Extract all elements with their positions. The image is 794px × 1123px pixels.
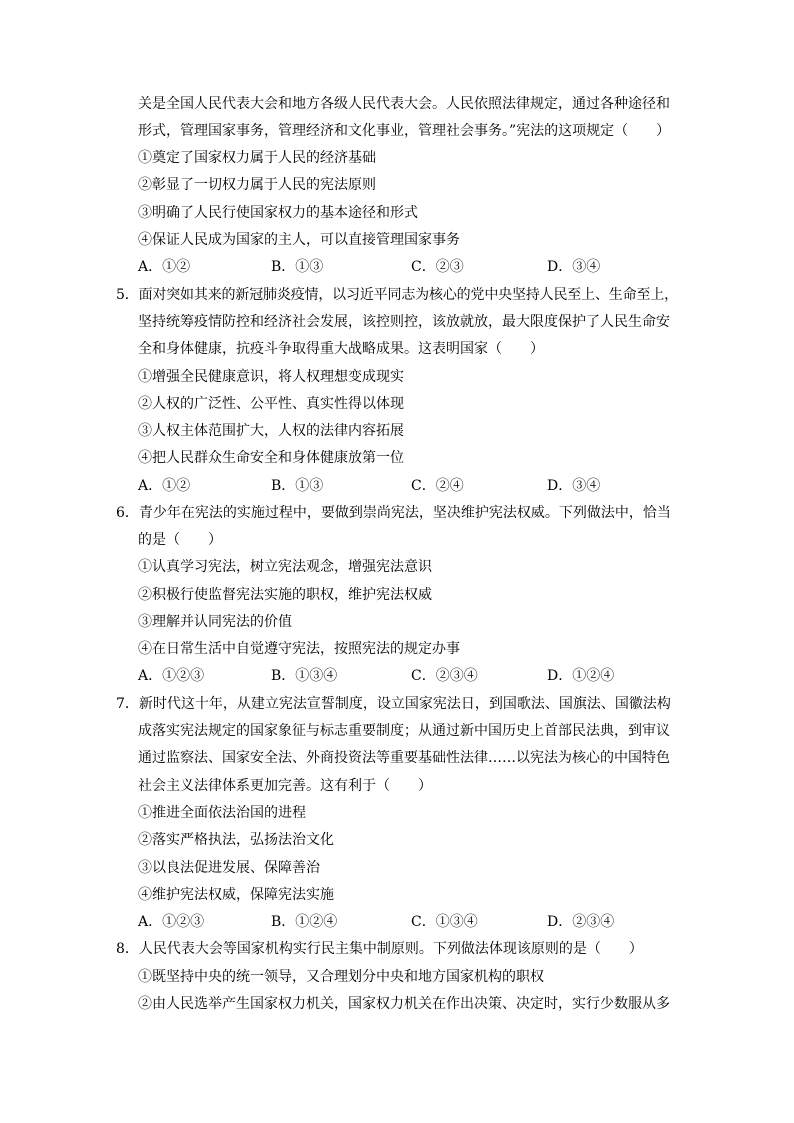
q4-stem-line: 形式，管理国家事务，管理经济和文化事业，管理社会事务。”宪法的这项规定（ ） [138, 123, 671, 139]
q4-item-3: ③明确了人民行使国家权力的基本途径和形式 [138, 205, 418, 221]
q7-stem-line: 社会主义法律体系更加完善。这有利于（ ） [138, 778, 432, 794]
option-c: C．②④ [411, 478, 464, 494]
q7-item-4: ④维护宪法权威，保障宪法实施 [138, 887, 334, 903]
option-d: D．①②④ [547, 668, 615, 684]
q8-stem-line: 8．人民代表大会等国家机构实行民主集中制原则。下列做法体现该原则的是（ ） [116, 941, 643, 957]
q4-item-2: ②彰显了一切权力属于人民的宪法原则 [138, 177, 376, 193]
q7-stem-line: 通过监察法、国家安全法、外商投资法等重要基础性法律……以宪法为核心的中国特色 [138, 750, 670, 766]
q5-stem-line: 坚持统筹疫情防控和经济社会发展，该控则控，该放就放，最大限度保护了人民生命安 [138, 314, 670, 330]
q4-item-4: ④保证人民成为国家的主人，可以直接管理国家事务 [138, 232, 460, 248]
q5-item-1: ①增强全民健康意识，将人权理想变成现实 [138, 369, 404, 385]
option-c: C．②③④ [411, 668, 478, 684]
option-c: C．②③ [411, 259, 464, 275]
q7-stem-line: 成落实宪法规定的国家象征与标志重要制度；从通过新中国历史上首部民法典，到审议 [138, 723, 670, 739]
option-b: B．①②④ [271, 914, 338, 930]
option-b: B．①③④ [271, 668, 338, 684]
q5-item-3: ③人权主体范围扩大，人权的法律内容拓展 [138, 423, 404, 439]
q6-item-2: ②积极行使监督宪法实施的职权，维护宪法权威 [138, 587, 432, 603]
q7-item-3: ③以良法促进发展、保障善治 [138, 860, 320, 876]
q6-item-1: ①认真学习宪法，树立宪法观念，增强宪法意识 [138, 559, 432, 575]
option-a: A．①②③ [138, 914, 205, 930]
q8-item-1: ①既坚持中央的统一领导，又合理划分中央和地方国家机构的职权 [138, 969, 544, 985]
q5-item-4: ④把人民群众生命安全和身体健康放第一位 [138, 450, 404, 466]
option-d: D．③④ [547, 478, 601, 494]
q7-stem-line: 7．新时代这十年，从建立宪法宣誓制度，设立国家宪法日，到国歌法、国旗法、国徽法构 [116, 696, 671, 712]
q4-stem-line: 关是全国人民代表大会和地方各级人民代表大会。人民依照法律规定，通过各种途径和 [138, 96, 670, 112]
q5-stem-line: 5．面对突如其来的新冠肺炎疫情，以习近平同志为核心的党中央坚持人民至上、生命至上， [116, 287, 678, 303]
option-a: A．①② [138, 259, 191, 275]
option-b: B．①③ [271, 478, 324, 494]
option-b: B．①③ [271, 259, 324, 275]
option-c: C．①③④ [411, 914, 478, 930]
q5-item-2: ②人权的广泛性、公平性、真实性得以体现 [138, 396, 404, 412]
q8-item-2: ②由人民选举产生国家权力机关，国家权力机关在作出决策、决定时，实行少数服从多 [138, 996, 670, 1012]
q4-item-1: ①奠定了国家权力属于人民的经济基础 [138, 150, 376, 166]
q6-item-4: ④在日常生活中自觉遵守宪法，按照宪法的规定办事 [138, 641, 460, 657]
option-a: A．①②③ [138, 668, 205, 684]
q7-item-2: ②落实严格执法，弘扬法治文化 [138, 832, 334, 848]
option-d: D．③④ [547, 259, 601, 275]
q6-stem-line: 6．青少年在宪法的实施过程中，要做到崇尚宪法，坚决维护宪法权威。下列做法中，恰当 [116, 505, 671, 521]
q6-item-3: ③理解并认同宪法的价值 [138, 614, 292, 630]
q5-stem-line: 全和身体健康，抗疫斗争取得重大战略成果。这表明国家（ ） [138, 341, 544, 357]
option-a: A．①② [138, 478, 191, 494]
q7-item-1: ①推进全面依法治国的进程 [138, 805, 306, 821]
q6-stem-line: 的是（ ） [138, 532, 222, 548]
option-d: D．②③④ [547, 914, 615, 930]
